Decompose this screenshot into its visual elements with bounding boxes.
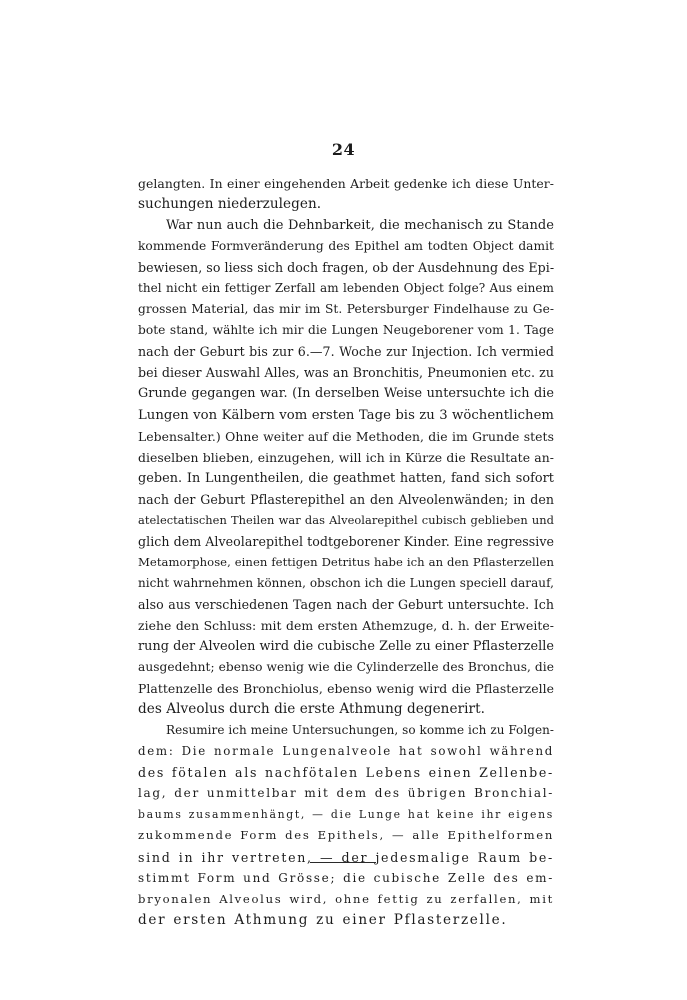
- text-line: Lebensalter.) Ohne weiter auf die Methoden, die im Grunde stets: [138, 428, 554, 444]
- text-line: nach der Geburt Pflasterepithel an den Alveolenwänden; in den: [138, 491, 554, 507]
- text-line: Grunde gegangen war. (In derselben Weise untersuchte ich die: [138, 386, 554, 402]
- text-line: rung der Alveolen wird die cubische Zelle zu einer Pflasterzelle: [138, 639, 554, 655]
- text-line: nicht wahrnehmen können, obschon ich die Lungen speciell darauf,: [138, 575, 554, 590]
- text-line: geben. In Lungentheilen, die geathmet hatten, fand sich sofort: [138, 470, 554, 486]
- text-line: bei dieser Auswahl Alles, was an Bronchitis, Pneumonien etc. zu: [138, 365, 554, 381]
- text-line: atelectatischen Theilen war das Alveolarepithel cubisch geblieben und: [138, 512, 554, 527]
- text-line: kommende Formveränderung des Epithel am todten Object damit: [138, 239, 554, 254]
- text-line: also aus verschiedenen Tagen nach der Geburt untersuchte. Ich: [138, 596, 554, 612]
- text-line: dieselben blieben, einzugehen, will ich in Kürze die Resultate an-: [138, 449, 554, 465]
- text-line: dem: Die normale Lungenalveole hat sowohl während: [138, 744, 554, 759]
- text-line: Resumire ich meine Untersuchungen, so komme ich zu Folgen-: [166, 723, 554, 738]
- text-line: stimmt Form und Grösse; die cubische Zelle des em-: [138, 870, 554, 885]
- section-divider-rule: [310, 862, 376, 863]
- text-line: grossen Material, das mir im St. Petersburger Findelhause zu Ge-: [138, 302, 554, 317]
- text-line: ziehe den Schluss: mit dem ersten Athemzuge, d. h. der Erweite-: [138, 617, 554, 633]
- text-line: des fötalen als nachfötalen Lebens einen Zellenbe-: [138, 765, 554, 781]
- text-line: gelangten. In einer eingehenden Arbeit gedenke ich diese Unter-: [138, 176, 554, 191]
- text-line: nach der Geburt bis zur 6.—7. Woche zur Injection. Ich vermied: [138, 344, 554, 360]
- text-line: glich dem Alveolarepithel todtgeborener Kinder. Eine regressive: [138, 533, 554, 549]
- text-line: lag, der unmittelbar mit dem des übrigen Bronchial-: [138, 786, 554, 801]
- text-line: bryonalen Alveolus wird, ohne fettig zu zerfallen, mit: [138, 891, 554, 906]
- text-line: bewiesen, so liess sich doch fragen, ob der Ausdehnung des Epi-: [138, 260, 554, 276]
- text-line: bote stand, wählte ich mir die Lungen Neugeborener vom 1. Tage: [138, 323, 554, 338]
- text-line: thel nicht ein fettiger Zerfall am lebenden Object folge? Aus einem: [138, 281, 554, 296]
- page-number: 24: [331, 140, 356, 159]
- body-text: [138, 173, 554, 931]
- text-line: War nun auch die Dehnbarkeit, die mechanisch zu Stande: [166, 218, 554, 234]
- text-line: baums zusammenhängt, — die Lunge hat keine ihr eigens: [138, 808, 554, 822]
- text-line: Plattenzelle des Bronchiolus, ebenso wenig wird die Pflasterzelle: [138, 681, 554, 697]
- text-line: der ersten Athmung zu einer Pflasterzelle.: [138, 911, 508, 928]
- text-line: Lungen von Kälbern vom ersten Tage bis zu 3 wöchentlichem: [138, 407, 554, 423]
- text-line: zukommende Form des Epithels, — alle Epithelformen: [138, 828, 554, 843]
- text-line: suchungen niederzulegen.: [138, 196, 322, 213]
- text-line: Metamorphose, einen fettigen Detritus habe ich an den Pflasterzellen: [138, 554, 554, 569]
- text-line: ausgedehnt; ebenso wenig wie die Cylinderzelle des Bronchus, die: [138, 660, 554, 675]
- text-line: des Alveolus durch die erste Athmung degenerirt.: [138, 701, 485, 718]
- text-line: sind in ihr vertreten, — der jedesmalige Raum be-: [138, 849, 554, 865]
